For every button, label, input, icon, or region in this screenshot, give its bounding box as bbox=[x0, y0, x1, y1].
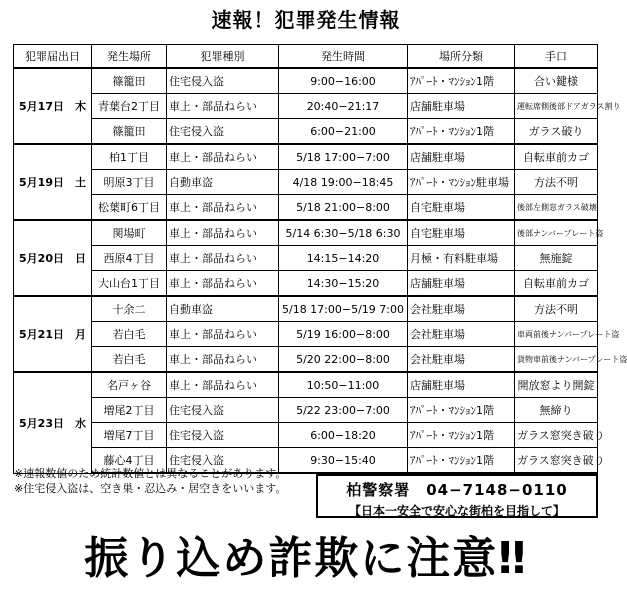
cell-time: 5/22 23:00−7:00 bbox=[279, 398, 408, 423]
cell-time: 14:30−15:20 bbox=[279, 271, 408, 297]
table-row bbox=[14, 220, 598, 246]
cell-place: 若白毛 bbox=[92, 322, 167, 347]
cell-type: 自動車盗 bbox=[167, 296, 279, 322]
table-row bbox=[14, 94, 598, 119]
cell-place: 青葉台2丁目 bbox=[92, 94, 167, 119]
cell-type: 車上・部品ねらい bbox=[167, 220, 279, 246]
cell-type: 車上・部品ねらい bbox=[167, 246, 279, 271]
cell-type: 車上・部品ねらい bbox=[167, 372, 279, 398]
cell-location: 月極・有料駐車場 bbox=[408, 246, 515, 271]
cell-type: 自動車盗 bbox=[167, 170, 279, 195]
fraud-warning-banner: 振り込め詐欺に注意‼ bbox=[84, 533, 528, 584]
cell-time: 10:50−11:00 bbox=[279, 372, 408, 398]
cell-place: 明原3丁目 bbox=[92, 170, 167, 195]
header-method: 手口 bbox=[515, 45, 598, 69]
cell-method: 無施錠 bbox=[515, 246, 598, 271]
cell-place: 名戸ヶ谷 bbox=[92, 372, 167, 398]
header-type: 犯罪種別 bbox=[167, 45, 279, 69]
header-date: 犯罪届出日 bbox=[14, 45, 92, 69]
table-row bbox=[14, 372, 598, 398]
cell-method: 合い鍵様 bbox=[515, 68, 598, 94]
cell-place: 関場町 bbox=[92, 220, 167, 246]
cell-type: 住宅侵入盗 bbox=[167, 68, 279, 94]
cell-time: 6:00−21:00 bbox=[279, 119, 408, 145]
notes bbox=[14, 466, 286, 496]
cell-method: ガラス窓突き破り bbox=[515, 423, 598, 448]
cell-time: 5/20 22:00−8:00 bbox=[279, 347, 408, 373]
cell-time: 5/18 17:00−7:00 bbox=[279, 144, 408, 170]
cell-location: 自宅駐車場 bbox=[408, 220, 515, 246]
cell-time: 6:00−18:20 bbox=[279, 423, 408, 448]
cell-location: ｱﾊﾟｰﾄ・ﾏﾝｼｮﾝ1階 bbox=[408, 68, 515, 94]
table-row bbox=[14, 322, 598, 347]
cell-time: 4/18 19:00−18:45 bbox=[279, 170, 408, 195]
cell-type: 住宅侵入盗 bbox=[167, 398, 279, 423]
table-row bbox=[14, 398, 598, 423]
cell-date: 5月19日 土 bbox=[14, 144, 92, 220]
header-time: 発生時間 bbox=[279, 45, 408, 69]
table-row bbox=[14, 170, 598, 195]
cell-method: 貨物車前後ナンバープレート盗 bbox=[515, 347, 598, 373]
table-row bbox=[14, 119, 598, 145]
note-line: ※速報数値のため統計数値とは異なることがあります。 bbox=[14, 467, 287, 480]
cell-place: 篠籠田 bbox=[92, 119, 167, 145]
cell-location: ｱﾊﾟｰﾄ・ﾏﾝｼｮﾝ1階 bbox=[408, 119, 515, 145]
cell-time: 5/18 21:00−8:00 bbox=[279, 195, 408, 221]
cell-type: 住宅侵入盗 bbox=[167, 119, 279, 145]
cell-method: 方法不明 bbox=[515, 170, 598, 195]
cell-method: ガラス窓突き破り bbox=[515, 448, 598, 474]
table-row bbox=[14, 296, 598, 322]
cell-location: ｱﾊﾟｰﾄ・ﾏﾝｼｮﾝ1階 bbox=[408, 448, 515, 474]
header-place: 発生場所 bbox=[92, 45, 167, 69]
cell-place: 柏1丁目 bbox=[92, 144, 167, 170]
cell-time: 9:00−16:00 bbox=[279, 68, 408, 94]
cell-location: 自宅駐車場 bbox=[408, 195, 515, 221]
table-row bbox=[14, 195, 598, 221]
cell-time: 20:40−21:17 bbox=[279, 94, 408, 119]
cell-date: 5月20日 日 bbox=[14, 220, 92, 296]
cell-place: 十余二 bbox=[92, 296, 167, 322]
cell-time: 14:15−14:20 bbox=[279, 246, 408, 271]
cell-location: 会社駐車場 bbox=[408, 296, 515, 322]
cell-place: 松葉町6丁目 bbox=[92, 195, 167, 221]
note-line: ※住宅侵入盗は、空き巣・忍込み・居空きをいいます。 bbox=[14, 482, 287, 495]
table-row bbox=[14, 144, 598, 170]
cell-method: 方法不明 bbox=[515, 296, 598, 322]
cell-location: 会社駐車場 bbox=[408, 347, 515, 373]
cell-place: 増尾7丁目 bbox=[92, 423, 167, 448]
cell-type: 車上・部品ねらい bbox=[167, 347, 279, 373]
table-row bbox=[14, 271, 598, 297]
cell-type: 車上・部品ねらい bbox=[167, 94, 279, 119]
cell-location: 店舗駐車場 bbox=[408, 94, 515, 119]
cell-place: 藤心4丁目 bbox=[92, 448, 167, 474]
cell-type: 車上・部品ねらい bbox=[167, 271, 279, 297]
cell-location: 店舗駐車場 bbox=[408, 372, 515, 398]
table-header-row bbox=[14, 45, 598, 69]
cell-place: 増尾2丁目 bbox=[92, 398, 167, 423]
cell-date: 5月23日 水 bbox=[14, 372, 92, 473]
table-row bbox=[14, 347, 598, 373]
cell-place: 若白毛 bbox=[92, 347, 167, 373]
cell-time: 5/14 6:30−5/18 6:30 bbox=[279, 220, 408, 246]
cell-date: 5月21日 月 bbox=[14, 296, 92, 372]
cell-location: 店舗駐車場 bbox=[408, 144, 515, 170]
cell-type: 車上・部品ねらい bbox=[167, 144, 279, 170]
police-contact-box bbox=[316, 474, 598, 518]
table-body bbox=[14, 68, 627, 473]
cell-place: 西原4丁目 bbox=[92, 246, 167, 271]
cell-location: 店舗駐車場 bbox=[408, 271, 515, 297]
cell-place: 篠籠田 bbox=[92, 68, 167, 94]
cell-type: 車上・部品ねらい bbox=[167, 322, 279, 347]
cell-method: 後部ナンバープレート盗 bbox=[515, 220, 598, 246]
cell-location: 会社駐車場 bbox=[408, 322, 515, 347]
cell-method: 開放窓より開錠 bbox=[515, 372, 598, 398]
cell-type: 住宅侵入盗 bbox=[167, 423, 279, 448]
page-title: 速報！犯罪発生情報 bbox=[211, 8, 401, 32]
police-slogan: 【日本一安全で安心な街柏を目指して】 bbox=[348, 504, 565, 518]
table-row bbox=[14, 68, 598, 94]
cell-location: ｱﾊﾟｰﾄ・ﾏﾝｼｮﾝ駐車場 bbox=[408, 170, 515, 195]
cell-method: 自転車前カゴ bbox=[515, 144, 598, 170]
cell-date: 5月17日 木 bbox=[14, 68, 92, 144]
cell-method: 無締り bbox=[515, 398, 598, 423]
police-phone: 柏警察署 04−7148−0110 bbox=[346, 481, 568, 499]
cell-location: ｱﾊﾟｰﾄ・ﾏﾝｼｮﾝ1階 bbox=[408, 398, 515, 423]
cell-time: 9:30−15:40 bbox=[279, 448, 408, 474]
crime-table bbox=[13, 44, 627, 474]
cell-time: 5/18 17:00−5/19 7:00 bbox=[279, 296, 408, 322]
cell-type: 車上・部品ねらい bbox=[167, 195, 279, 221]
header-location: 場所分類 bbox=[408, 45, 515, 69]
cell-method: 運転席側後部ドアガラス割り bbox=[515, 94, 598, 119]
table-row bbox=[14, 423, 598, 448]
cell-method: 車両前後ナンバープレート盗 bbox=[515, 322, 598, 347]
cell-place: 大山台1丁目 bbox=[92, 271, 167, 297]
cell-method: ガラス破り bbox=[515, 119, 598, 145]
table-row bbox=[14, 246, 598, 271]
cell-method: 自転車前カゴ bbox=[515, 271, 598, 297]
cell-type: 住宅侵入盗 bbox=[167, 448, 279, 474]
cell-time: 5/19 16:00−8:00 bbox=[279, 322, 408, 347]
cell-location: ｱﾊﾟｰﾄ・ﾏﾝｼｮﾝ1階 bbox=[408, 423, 515, 448]
cell-method: 後部左側窓ガラス破壊 bbox=[515, 195, 598, 221]
